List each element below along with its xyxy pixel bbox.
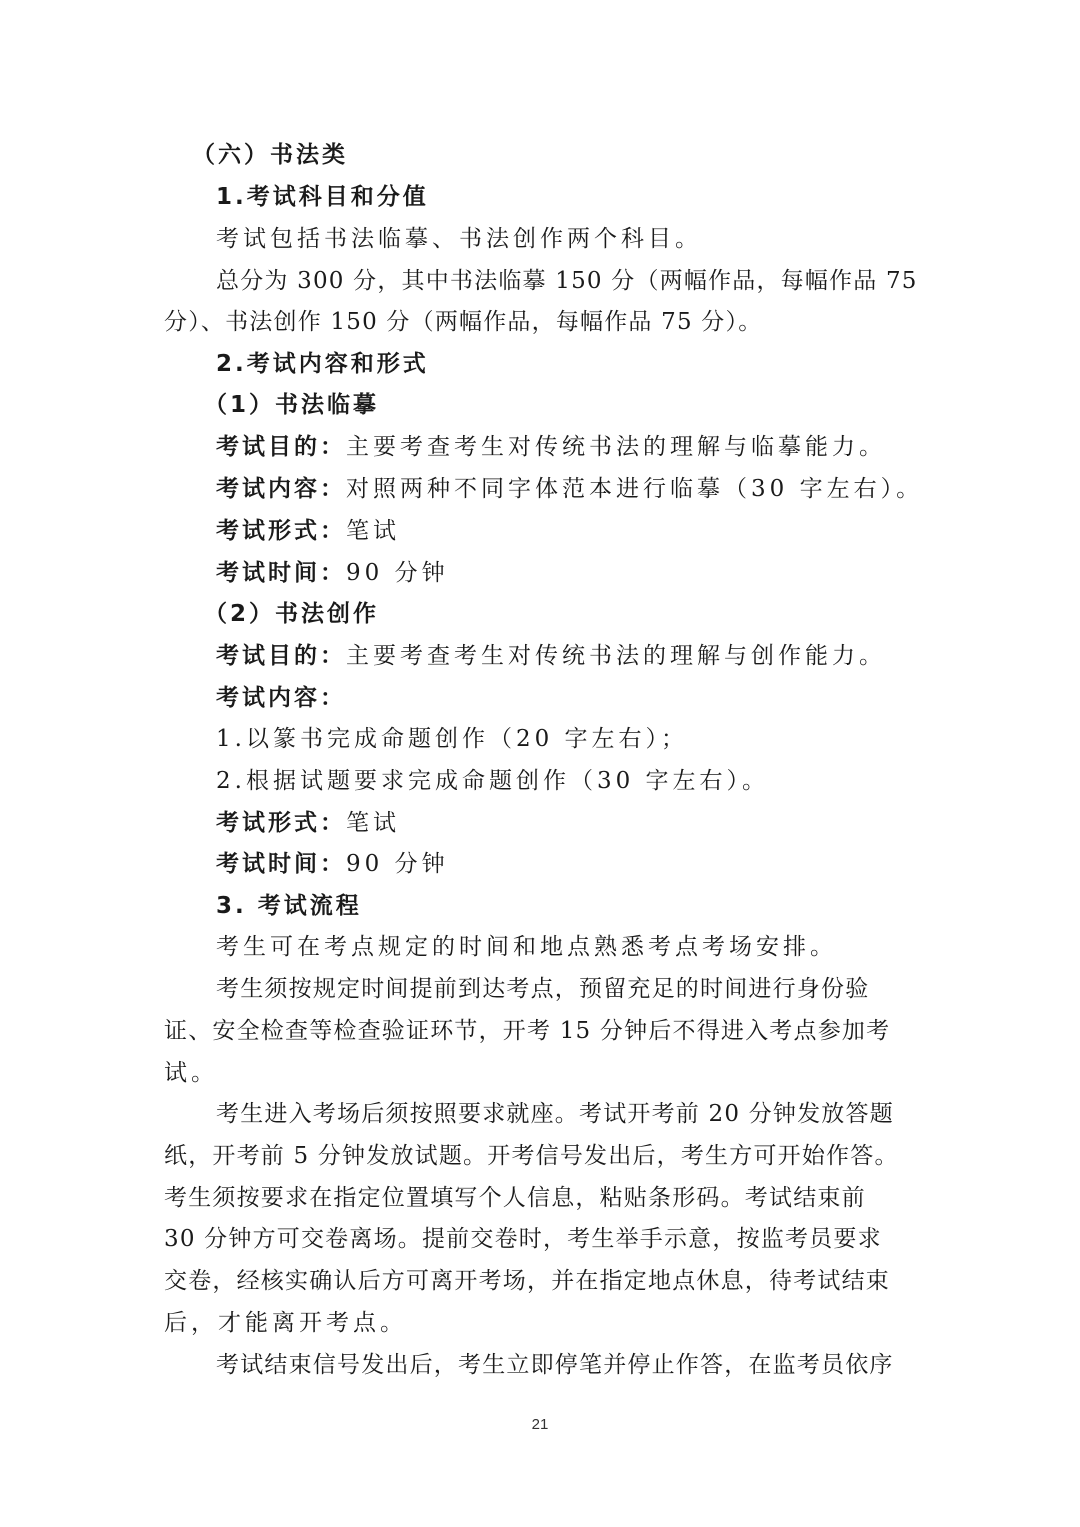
part-title-2: （2）书法创作: [204, 601, 380, 627]
field-value: 90 分钟: [346, 851, 449, 877]
paragraph-line: 分）、书法创作 150 分（两幅作品，每幅作品 75 分）。: [164, 309, 763, 335]
paragraph-line: 试。: [164, 1060, 218, 1086]
paragraph-line: 考试结束信号发出后，考生立即停笔并停止作答，在监考员依序: [216, 1352, 894, 1378]
field-label: 考试内容：: [216, 476, 346, 502]
field-label: 考试形式：: [216, 810, 346, 836]
paragraph-line: 考生须按规定时间提前到达考点，预留充足的时间进行身份验: [216, 976, 870, 1002]
field-row: [0, 516, 1080, 546]
field-value: 对照两种不同字体范本进行临摹（30 字左右）。: [346, 476, 924, 502]
field-label: 考试内容：: [216, 685, 346, 711]
field-value: 笔试: [346, 518, 400, 544]
field-label: 考试时间：: [216, 560, 346, 586]
field-value: 主要考查考生对传统书法的理解与临摹能力。: [346, 434, 886, 460]
paragraph-line: 证、安全检查等检查验证环节，开考 15 分钟后不得进入考点参加考: [164, 1018, 891, 1044]
field-row: [0, 808, 1080, 838]
subsection-title-1: 1.考试科目和分值: [216, 184, 429, 210]
field-label: 考试目的：: [216, 434, 346, 460]
field-row: [0, 641, 1080, 671]
field-label: 考试形式：: [216, 518, 346, 544]
paragraph-line: 总分为 300 分，其中书法临摹 150 分（两幅作品，每幅作品 75: [216, 268, 918, 294]
part-title-1: （1）书法临摹: [204, 392, 380, 418]
list-item: 1.以篆书完成命题创作（20 字左右）；: [216, 726, 689, 752]
paragraph: 考试包括书法临摹、书法创作两个科目。: [216, 226, 702, 252]
field-value: 主要考查考生对传统书法的理解与创作能力。: [346, 643, 886, 669]
field-row: [0, 558, 1080, 588]
field-label: 考试时间：: [216, 851, 346, 877]
subsection-title-2: 2.考试内容和形式: [216, 351, 429, 377]
paragraph-line: 交卷，经核实确认后方可离开考场，并在指定地点休息，待考试结束: [164, 1268, 890, 1294]
field-row: [0, 849, 1080, 879]
field-row: [0, 474, 1080, 504]
field-row: [0, 683, 1080, 713]
paragraph-line: 考生进入考场后须按照要求就座。考试开考前 20 分钟发放答题: [216, 1101, 894, 1127]
subsection-title-3: 3. 考试流程: [216, 893, 362, 919]
section-title: （六）书法类: [192, 142, 348, 168]
paragraph-line: 30 分钟方可交卷离场。提前交卷时，考生举手示意，按监考员要求: [164, 1226, 882, 1252]
list-item: 2.根据试题要求完成命题创作（30 字左右）。: [216, 768, 770, 794]
paragraph-line: 考生须按要求在指定位置填写个人信息，粘贴条形码。考试结束前: [164, 1185, 866, 1211]
field-value: 90 分钟: [346, 560, 449, 586]
field-row: [0, 432, 1080, 462]
field-value: 笔试: [346, 810, 400, 836]
field-label: 考试目的：: [216, 643, 346, 669]
paragraph-line: 后，才能离开考点。: [164, 1310, 407, 1336]
paragraph-line: 纸，开考前 5 分钟发放试题。开考信号发出后，考生方可开始作答。: [164, 1143, 899, 1169]
page-number: 21: [531, 1416, 549, 1433]
paragraph: 考生可在考点规定的时间和地点熟悉考点考场安排。: [216, 934, 837, 960]
